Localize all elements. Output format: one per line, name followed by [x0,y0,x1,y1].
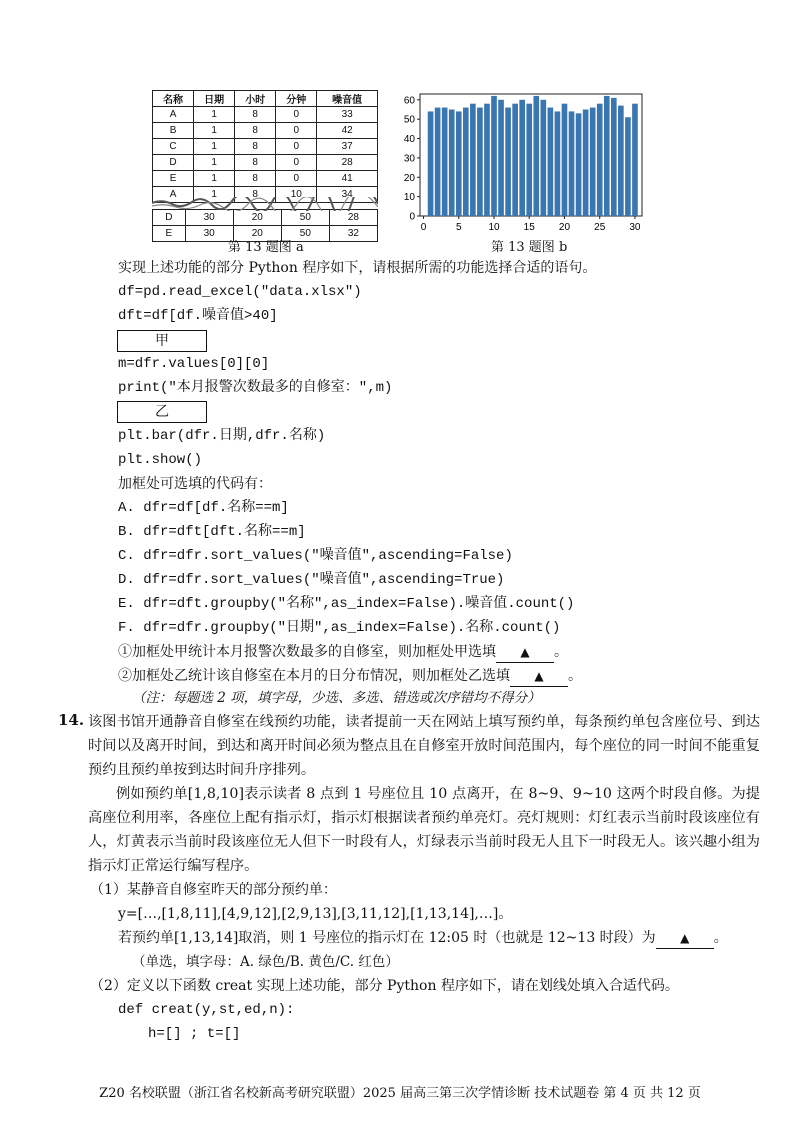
table-cell: 8 [235,107,276,123]
table-cell: D [153,155,194,171]
bar [491,96,497,216]
figure-a [152,90,378,242]
bar [533,96,539,216]
table-cell: C [153,139,194,155]
option-d: D. dfr=dfr.sort_values("噪音值",ascending=True) [118,572,505,588]
bar [477,108,483,216]
answer-blank: ▲ [496,642,554,663]
table-cell: 1 [194,139,235,155]
table-row [153,171,378,187]
y-tick-label: 30 [403,153,415,165]
table-cell: 41 [317,171,378,187]
schedule-list: y=[…,[1,8,11],[4,9,12],[2,9,13],[3,11,12],[1,13,14],…]。 [118,906,513,922]
table-cell: 0 [276,123,317,139]
answer-box-jia: 甲 [117,330,207,352]
table-row [153,123,378,139]
question-number: 14. [58,711,85,729]
bar [505,108,511,216]
bar [611,98,617,216]
table-row [153,210,378,226]
bar [604,96,610,216]
code-init: h=[] ; t=[] [148,1026,241,1042]
bar [597,104,603,216]
bar [562,104,568,216]
bar [428,111,434,216]
sub-question-2: （2）定义以下函数 creat 实现上述功能，部分 Python 程序如下，请在划线处填入合适代码。 [90,978,679,994]
sub-question-1-options: （单选，填字母：A. 绿色/B. 黄色/C. 红色） [132,954,399,970]
sub-question-1-ask: 若预约单[1,13,14]取消，则 1 号座位的指示灯在 12:05 时（也就是 12~13 时段）为 ▲ 。 [118,928,728,949]
figure-b-caption: 第 13 题图 b [491,240,568,255]
question-1: ①加框处甲统计本月报警次数最多的自修室，则加框处甲选填 ▲ 。 [118,642,568,663]
table-cell: A [153,107,194,123]
q14-paragraph-1: 该图书馆开通静音自修室在线预约功能，读者提前一天在网站上填写预约单，每条预约单包含座位号、到达时间以及离开时间，到达和离开时间必须为整点且在自修室开放时间范围内，每个座位的同一时间不能重复预约且预约单按到达时间升序排列。 [88,714,760,778]
intro-text: 实现上述功能的部分 Python 程序如下，请根据所需的功能选择合适的语句。 [118,260,597,276]
table-header-cell: 分钟 [276,91,317,107]
table-cell: 0 [276,139,317,155]
code-def: def creat(y,st,ed,n): [118,1002,295,1018]
table-cell: D [153,210,186,226]
bar [435,108,441,216]
table-header-row [153,91,378,107]
table-cell: 1 [194,171,235,187]
x-tick-label: 5 [455,222,462,233]
table-cell: 33 [317,107,378,123]
table-cell: 1 [194,107,235,123]
y-tick-label: 20 [403,172,415,184]
bar [519,100,525,216]
table-cell: 8 [235,139,276,155]
code-line-read: df=pd.read_excel("data.xlsx") [118,284,362,300]
bar [569,111,575,216]
table-row [153,155,378,171]
y-tick-label: 60 [403,95,415,107]
option-b: B. dfr=dft[dft.名称==m] [118,524,306,540]
option-f: F. dfr=dfr.groupby("日期",as_index=False).名称.count() [118,620,561,636]
x-tick-label: 20 [558,222,571,233]
table-cell: E [153,171,194,187]
data-table [152,90,378,203]
y-tick-label: 40 [403,134,415,146]
bar [618,106,624,216]
bar [498,100,504,216]
bar [590,108,596,216]
table-cell: 32 [329,226,377,242]
x-tick-label: 15 [523,222,535,233]
bar [625,117,631,216]
table-cell: 1 [194,123,235,139]
option-c: C. dfr=dfr.sort_values("噪音值",ascending=False) [118,548,513,564]
table-row [153,107,378,123]
table-cell: 0 [276,107,317,123]
table-cell: B [153,123,194,139]
table-cell: 50 [281,226,329,242]
table-cell: 34 [317,187,378,203]
table-header-cell: 噪音值 [317,91,378,107]
answer-box-yi: 乙 [117,401,207,423]
answer-blank: ▲ [656,928,714,949]
bar [583,109,589,216]
table-cell: 8 [235,123,276,139]
bar-chart [396,88,646,234]
table-cell: 8 [235,187,276,203]
bar [463,108,469,216]
bar [555,111,561,216]
table-header-cell: 名称 [153,91,194,107]
table-cell: 20 [233,210,281,226]
code-line-show: plt.show() [118,452,203,468]
table-cell: 20 [233,226,281,242]
sub-question-1: （1）某静音自修室昨天的部分预约单： [90,882,337,898]
bar [576,113,582,216]
bar [470,104,476,216]
q14-paragraph-2: 例如预约单[1,8,10]表示读者 8 点到 1 号座位且 10 点离开，在 8~9、9~10 这两个时段自修。为提高座位利用率，各座位上配有指示灯，指示灯根据读者预约单亮灯。亮灯规则：灯红表示当前时段该座位有人，灯黄表示当前时段该座位无人但下一时段有人，灯绿表示当前时段无人且下一时段无人。该兴趣小组为指示灯正常运行编写程序。 [88,786,760,874]
table-cell: 42 [317,123,378,139]
x-tick-label: 0 [420,222,427,233]
table-cell: 28 [317,155,378,171]
y-tick-label: 50 [403,114,415,126]
bar [541,100,547,216]
bar [449,109,455,216]
table-cell: 8 [235,155,276,171]
scoring-note: （注：每题选 2 项，填字母，少选、多选、错选或次序错均不得分） [132,690,541,706]
option-e: E. dfr=dft.groupby("名称",as_index=False).噪音值.count() [118,596,575,612]
figure-a-caption: 第 13 题图 a [228,240,304,255]
table-cell: 1 [194,187,235,203]
table-cell: 50 [281,210,329,226]
bar [632,104,638,216]
table-cell: 30 [185,210,233,226]
table-header-cell: 小时 [235,91,276,107]
bar [512,104,518,216]
option-a: A. dfr=df[df.名称==m] [118,500,289,516]
y-tick-label: 0 [409,211,415,223]
table-cell: 30 [185,226,233,242]
code-line-print: print("本月报警次数最多的自修室：",m) [118,380,393,396]
code-line-bar: plt.bar(dfr.日期,dfr.名称) [118,428,326,444]
bar [442,108,448,216]
table-cell: 10 [276,187,317,203]
page-footer: Z20 名校联盟（浙江省名校新高考研究联盟）2025 届高三第三次学情诊断 技术试题卷 第 4 页 共 12 页 [99,1086,701,1101]
table-cell: 0 [276,171,317,187]
x-tick-label: 25 [594,222,606,233]
table-cell: E [153,226,186,242]
x-tick-label: 10 [488,222,500,233]
table-cell: 8 [235,171,276,187]
table-cell: 0 [276,155,317,171]
table-cell: 28 [329,210,377,226]
bar [484,104,490,216]
table-row [153,139,378,155]
bar [456,111,462,216]
code-line-filter: dft=df[df.噪音值>40] [118,308,278,324]
code-line-values: m=dfr.values[0][0] [118,356,270,372]
bar [548,108,554,216]
table-cell: A [153,187,194,203]
options-title: 加框处可选填的代码有： [118,476,272,492]
table-cell: 37 [317,139,378,155]
x-tick-label: 30 [629,222,641,233]
answer-blank: ▲ [510,666,568,687]
bar [526,104,532,216]
y-tick-label: 10 [403,192,415,204]
question-2: ②加框处乙统计该自修室在本月的日分布情况，则加框处乙选填 ▲ 。 [118,666,582,687]
table-header-cell: 日期 [194,91,235,107]
table-cell: 1 [194,155,235,171]
